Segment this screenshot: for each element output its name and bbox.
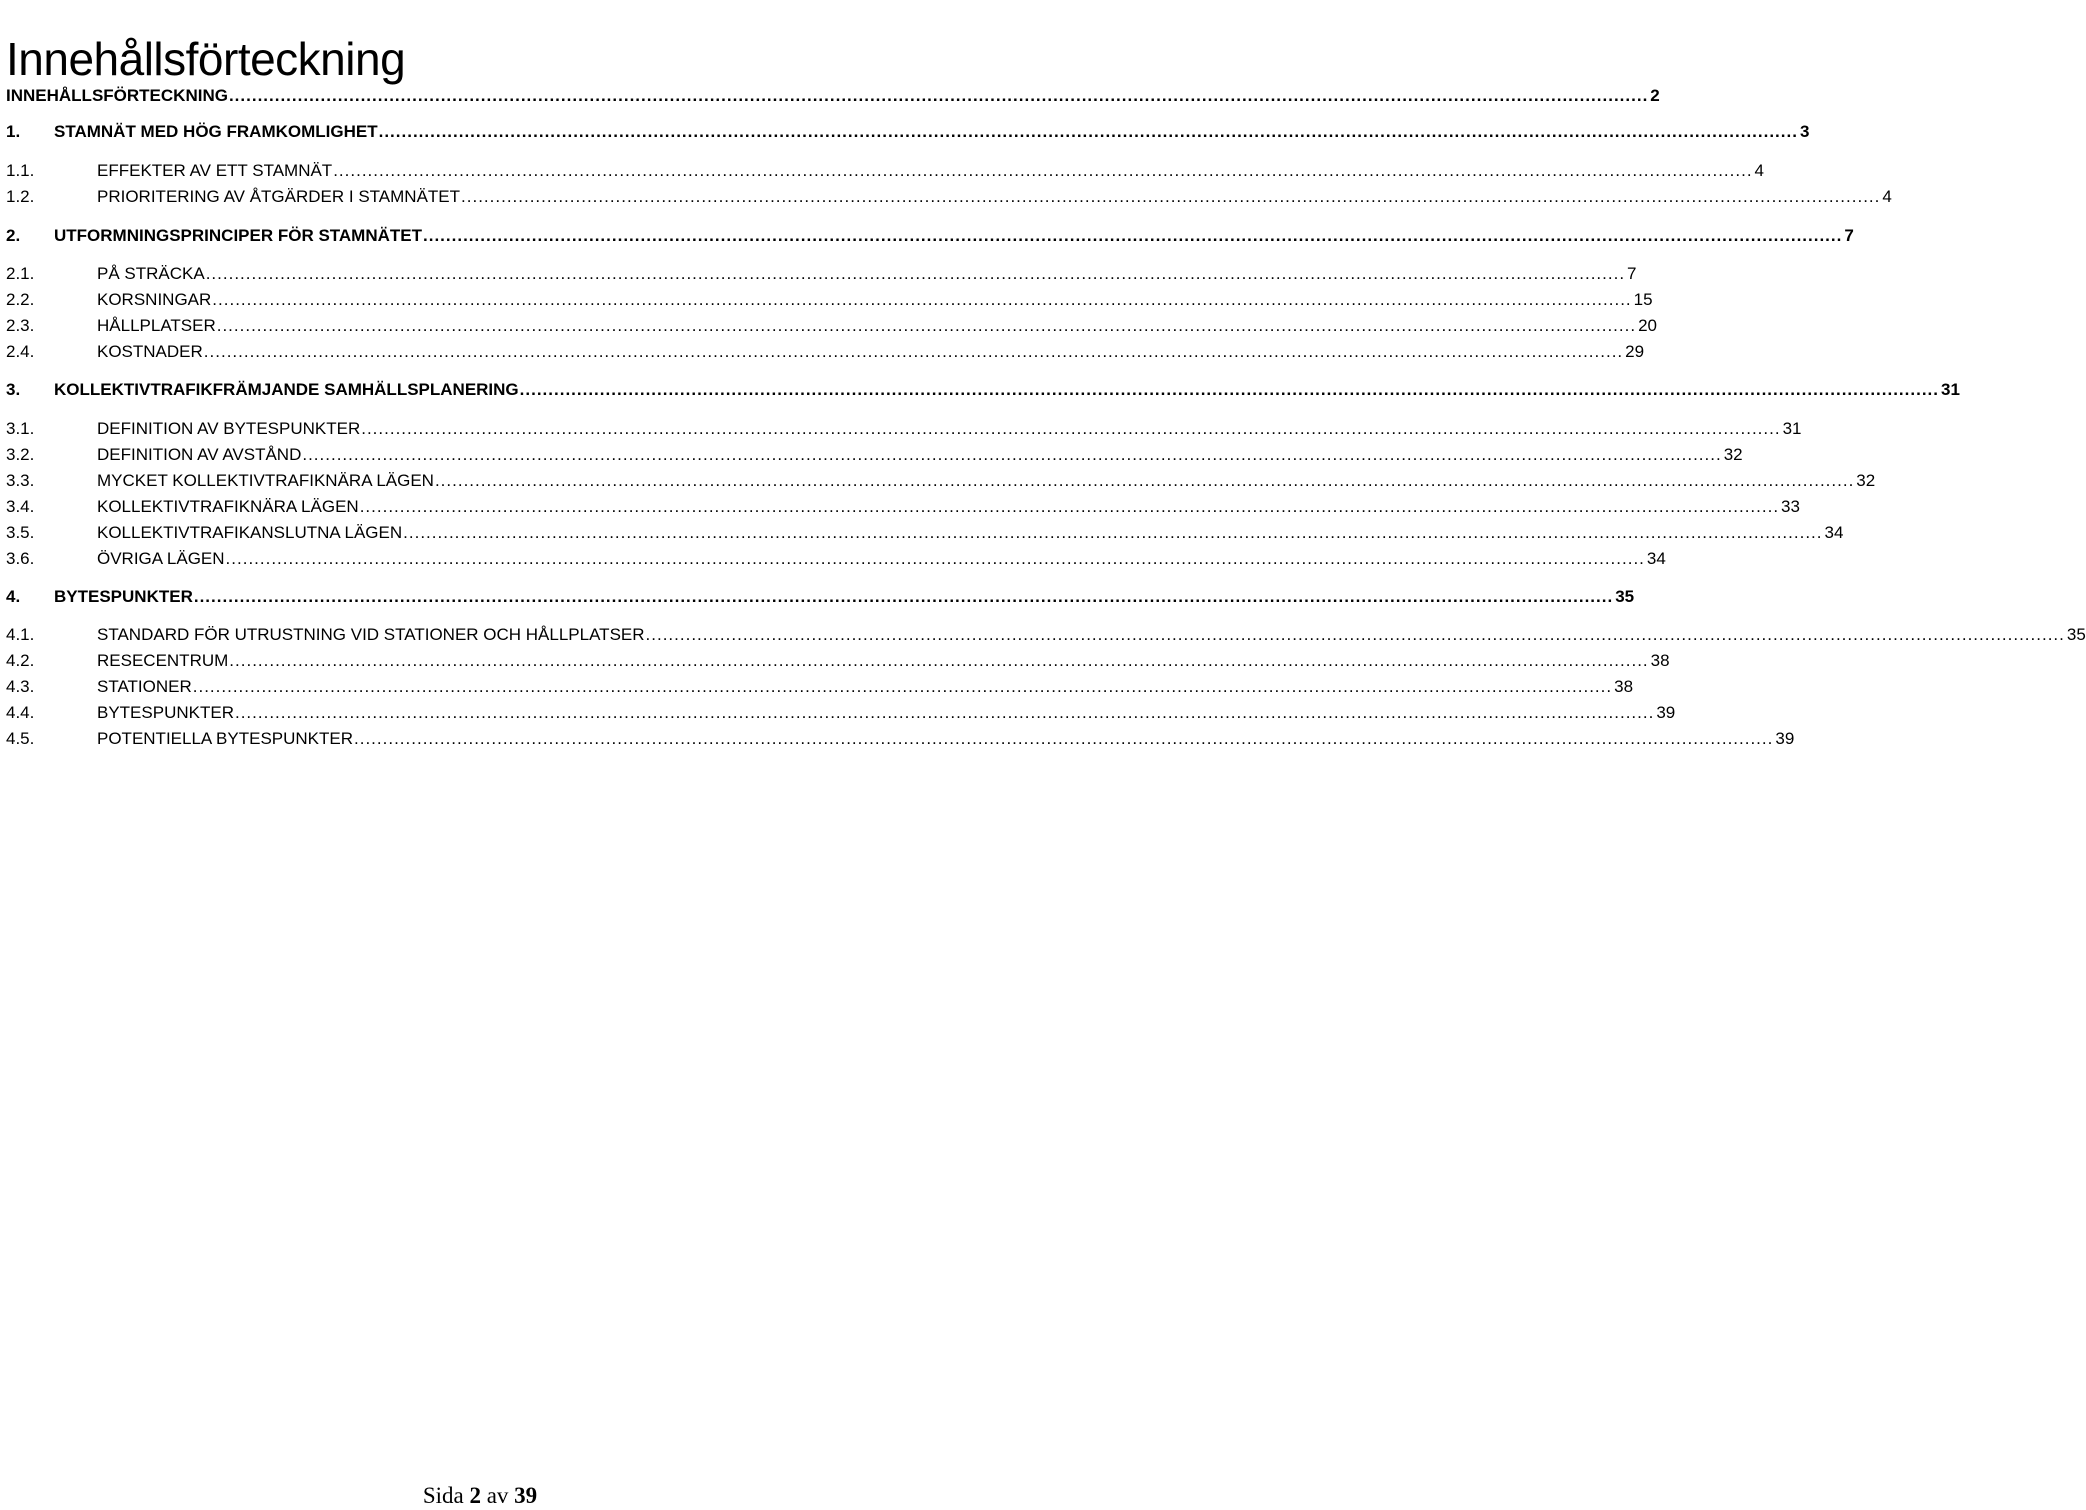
toc-entry-number: 4.2. bbox=[6, 651, 35, 670]
toc-dot-leader bbox=[302, 444, 1721, 466]
toc-entry-label: KOLLEKTIVTRAFIKFRÄMJANDE SAMHÄLLSPLANERING bbox=[54, 380, 519, 399]
toc-dot-leader bbox=[204, 341, 1623, 363]
toc-entry-page-number: 15 bbox=[1633, 290, 1653, 309]
toc-dot-leader bbox=[361, 418, 1780, 440]
toc-entry[interactable] bbox=[6, 85, 1660, 107]
toc-entry[interactable] bbox=[6, 444, 1743, 466]
toc-entry-label: HÅLLPLATSER bbox=[97, 316, 216, 335]
toc-dot-leader bbox=[646, 624, 2065, 646]
toc-entry[interactable] bbox=[6, 728, 1795, 750]
toc-entry-label: STATIONER bbox=[97, 677, 192, 696]
toc-entry-number: 4.1. bbox=[6, 625, 35, 644]
toc-entry-label: KOSTNADER bbox=[97, 342, 203, 361]
toc-entry[interactable] bbox=[6, 341, 1645, 363]
toc-entry-label: PÅ STRÄCKA bbox=[97, 264, 205, 283]
toc-dot-leader bbox=[354, 728, 1773, 750]
toc-entry[interactable] bbox=[6, 289, 1653, 311]
toc-entry-page-number: 32 bbox=[1856, 471, 1876, 490]
toc-entry-label: DEFINITION AV AVSTÅND bbox=[97, 445, 302, 464]
toc-entry-number: 2.3. bbox=[6, 316, 35, 335]
toc-entry[interactable] bbox=[6, 586, 1635, 608]
toc-entry-page-number: 7 bbox=[1844, 226, 1854, 245]
toc-entry[interactable] bbox=[6, 225, 1854, 247]
toc-entry-page-number: 35 bbox=[1615, 587, 1635, 606]
toc-entry-page-number: 34 bbox=[1646, 549, 1666, 568]
toc-dot-leader bbox=[461, 186, 1880, 208]
toc-entry-page-number: 2 bbox=[1650, 86, 1660, 105]
toc-entry-label: RESECENTRUM bbox=[97, 651, 229, 670]
toc-dot-leader bbox=[206, 263, 1625, 285]
toc-entry-page-number: 38 bbox=[1614, 677, 1634, 696]
toc-entry-page-number: 31 bbox=[1941, 380, 1960, 399]
toc-entry-label: POTENTIELLA BYTESPUNKTER bbox=[97, 729, 354, 748]
toc-entry-label: EFFEKTER AV ETT STAMNÄT bbox=[97, 161, 333, 180]
toc-entry[interactable] bbox=[6, 379, 1960, 401]
toc-entry[interactable] bbox=[6, 702, 1676, 724]
toc-dot-leader bbox=[229, 85, 1648, 107]
toc-entry-number: 3.2. bbox=[6, 445, 35, 464]
toc-dot-leader bbox=[423, 225, 1842, 247]
toc-dot-leader bbox=[193, 676, 1612, 698]
toc-entry-page-number: 34 bbox=[1824, 523, 1844, 542]
toc-entry[interactable] bbox=[6, 186, 1892, 208]
toc-entry-label: UTFORMNINGSPRINCIPER FÖR STAMNÄTET bbox=[54, 226, 423, 245]
toc-entry-page-number: 32 bbox=[1723, 445, 1743, 464]
toc-dot-leader bbox=[229, 650, 1648, 672]
toc-entry-page-number: 38 bbox=[1650, 651, 1670, 670]
toc-entry[interactable] bbox=[6, 315, 1657, 337]
toc-entry-page-number: 4 bbox=[1754, 161, 1765, 180]
toc-entry-label: INNEHÅLLSFÖRTECKNING bbox=[6, 86, 228, 105]
toc-entry[interactable] bbox=[6, 496, 1800, 518]
toc-entry-label: KORSNINGAR bbox=[97, 290, 212, 309]
toc-entry-label: ÖVRIGA LÄGEN bbox=[97, 549, 225, 568]
toc-entry-page-number: 35 bbox=[2066, 625, 2086, 644]
toc-entry-page-number: 39 bbox=[1656, 703, 1676, 722]
toc-entry-label: STANDARD FÖR UTRUSTNING VID STATIONER OCH HÅLLPLATSER bbox=[97, 625, 645, 644]
page-title: Innehållsförteckning bbox=[6, 32, 406, 85]
toc-dot-leader bbox=[379, 121, 1798, 143]
footer-middle: av bbox=[486, 1483, 509, 1508]
toc-entry-number: 2.1. bbox=[6, 264, 35, 283]
toc-dot-leader bbox=[360, 496, 1779, 518]
toc-entry-label: STAMNÄT MED HÖG FRAMKOMLIGHET bbox=[54, 122, 378, 141]
toc-entry-page-number: 39 bbox=[1775, 729, 1795, 748]
footer-current-page: 2 bbox=[469, 1483, 481, 1508]
toc-entry-number: 3.5. bbox=[6, 523, 35, 542]
toc-dot-leader bbox=[520, 379, 1939, 401]
footer-total-pages: 39 bbox=[514, 1483, 538, 1508]
toc-entry[interactable] bbox=[6, 470, 1876, 492]
toc-entry-number: 3.3. bbox=[6, 471, 35, 490]
toc-dot-leader bbox=[212, 289, 1631, 311]
toc-entry-number: 1.1. bbox=[6, 161, 35, 180]
toc-entry-number: 1. bbox=[6, 122, 21, 141]
toc-entry-number: 4.4. bbox=[6, 703, 35, 722]
toc-entry[interactable] bbox=[6, 676, 1634, 698]
toc-entry-number: 4.3. bbox=[6, 677, 35, 696]
toc-entry[interactable] bbox=[6, 624, 2086, 646]
toc-entry-label: PRIORITERING AV ÅTGÄRDER I STAMNÄTET bbox=[97, 187, 461, 206]
toc-entry[interactable] bbox=[6, 121, 1810, 143]
toc-entry-number: 1.2. bbox=[6, 187, 35, 206]
toc-dot-leader bbox=[435, 470, 1854, 492]
toc-entry-label: MYCKET KOLLEKTIVTRAFIKNÄRA LÄGEN bbox=[97, 471, 434, 490]
toc-entry-number: 3.6. bbox=[6, 549, 35, 568]
footer-prefix: Sida bbox=[422, 1483, 464, 1508]
toc-entry-number: 4. bbox=[6, 587, 21, 606]
toc-entry[interactable] bbox=[6, 522, 1844, 544]
toc-entry[interactable] bbox=[6, 650, 1670, 672]
toc-entry-page-number: 20 bbox=[1638, 316, 1657, 335]
toc-entry-label: KOLLEKTIVTRAFIKANSLUTNA LÄGEN bbox=[97, 523, 403, 542]
toc-entry-label: BYTESPUNKTER bbox=[97, 703, 234, 722]
toc-entry-page-number: 31 bbox=[1782, 419, 1802, 438]
toc-dot-leader bbox=[403, 522, 1822, 544]
toc-entry-page-number: 3 bbox=[1799, 122, 1810, 141]
toc-entry-number: 3.4. bbox=[6, 497, 35, 516]
toc-dot-leader bbox=[333, 160, 1752, 182]
toc-entry[interactable] bbox=[6, 160, 1765, 182]
toc-entry-number: 3.1. bbox=[6, 419, 35, 438]
toc-dot-leader bbox=[217, 315, 1636, 337]
toc-entry-number: 2.2. bbox=[6, 290, 35, 309]
toc-dot-leader bbox=[194, 586, 1613, 608]
toc-entry-number: 2. bbox=[6, 226, 21, 245]
toc-entry-label: BYTESPUNKTER bbox=[54, 587, 193, 606]
toc-entry-page-number: 29 bbox=[1625, 342, 1645, 361]
toc-entry-number: 3. bbox=[6, 380, 21, 399]
toc-entry[interactable] bbox=[6, 548, 1666, 570]
toc-entry[interactable] bbox=[6, 418, 1802, 440]
toc-entry-number: 2.4. bbox=[6, 342, 35, 361]
toc-entry-page-number: 7 bbox=[1627, 264, 1637, 283]
toc-entry-page-number: 4 bbox=[1882, 187, 1892, 206]
toc-entry-label: DEFINITION AV BYTESPUNKTER bbox=[97, 419, 361, 438]
toc-dot-leader bbox=[235, 702, 1654, 724]
toc-entry-label: KOLLEKTIVTRAFIKNÄRA LÄGEN bbox=[97, 497, 359, 516]
toc-dot-leader bbox=[226, 548, 1645, 570]
toc-entry-page-number: 33 bbox=[1781, 497, 1800, 516]
toc-entry[interactable] bbox=[6, 263, 1637, 285]
page-footer bbox=[0, 1482, 960, 1510]
toc-entry-number: 4.5. bbox=[6, 729, 35, 748]
